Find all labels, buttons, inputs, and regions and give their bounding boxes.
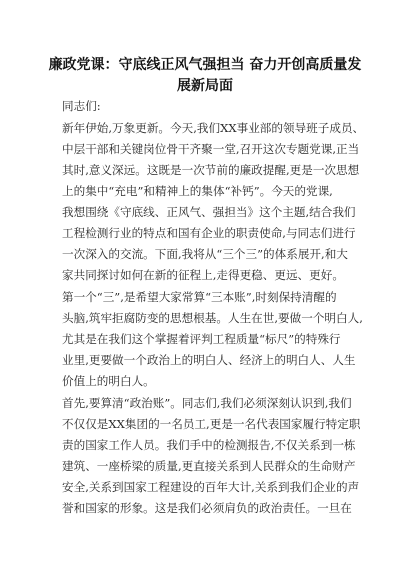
body-line: 尤其是在我们这个掌握着评判工程质量“标尺”的特殊行: [62, 332, 341, 346]
document-title-line-2: 展新局面: [177, 78, 233, 94]
body-line: 不仅仅是XX集团的一名员工,更是一名代表国家履行特定职: [62, 417, 361, 431]
body-line: 中层干部和关键岗位骨干齐聚一堂,召开这次专题党课,正当: [62, 142, 360, 156]
body-line: 业里,更要做一个政治上的明白人、经济上的明白人、人生: [62, 353, 356, 367]
body-line: 建筑、一座桥梁的质量,更直接关系到人民群众的生命财产: [62, 459, 356, 473]
body-line: 安全,关系到国家工程建设的百年大计,关系到我们企业的声: [62, 480, 360, 494]
body-line: 责的国家工作人员。我们手中的检测报告,不仅关系到一栋: [62, 438, 356, 452]
body-line: 誉和国家的形象。这是我们必须肩负的政治责任。一旦在: [62, 501, 352, 515]
body-line: 一次深入的交流。下面,我将从“三个三”的体系展开,和大: [62, 247, 348, 261]
body-line: 工程检测行业的特点和国有企业的职责使命,与同志们进行: [62, 226, 356, 240]
body-line: 首先,要算清“政治账”。同志们,我们必须深刻认识到,我们: [62, 396, 352, 410]
body-line: 头脑,筑牢拒腐防变的思想根基。人生在世,要做一个明白人,: [62, 311, 363, 325]
salutation: 同志们:: [62, 99, 101, 113]
body-line: 第一个“三”,是希望大家常算“三本账”,时刻保持清醒的: [62, 290, 337, 304]
body-line: 其时,意义深远。这既是一次节前的廉政提醒,更是一次思想: [62, 163, 360, 177]
body-line: 上的集中“充电”和精神上的集体“补钙”。今天的党课,: [62, 184, 333, 198]
document-title-line-1: 廉政党课：守底线正风气强担当 奋力开创高质量发: [48, 57, 362, 73]
body-line: 家共同探讨如何在新的征程上,走得更稳、更远、更好。: [62, 268, 344, 282]
body-line: 新年伊始,万象更新。今天,我们XX事业部的领导班子成员、: [62, 121, 365, 135]
body-line: 我想围绕《守底线、正风气、强担当》这个主题,结合我们: [62, 205, 356, 219]
body-line: 价值上的明白人。: [62, 374, 155, 388]
